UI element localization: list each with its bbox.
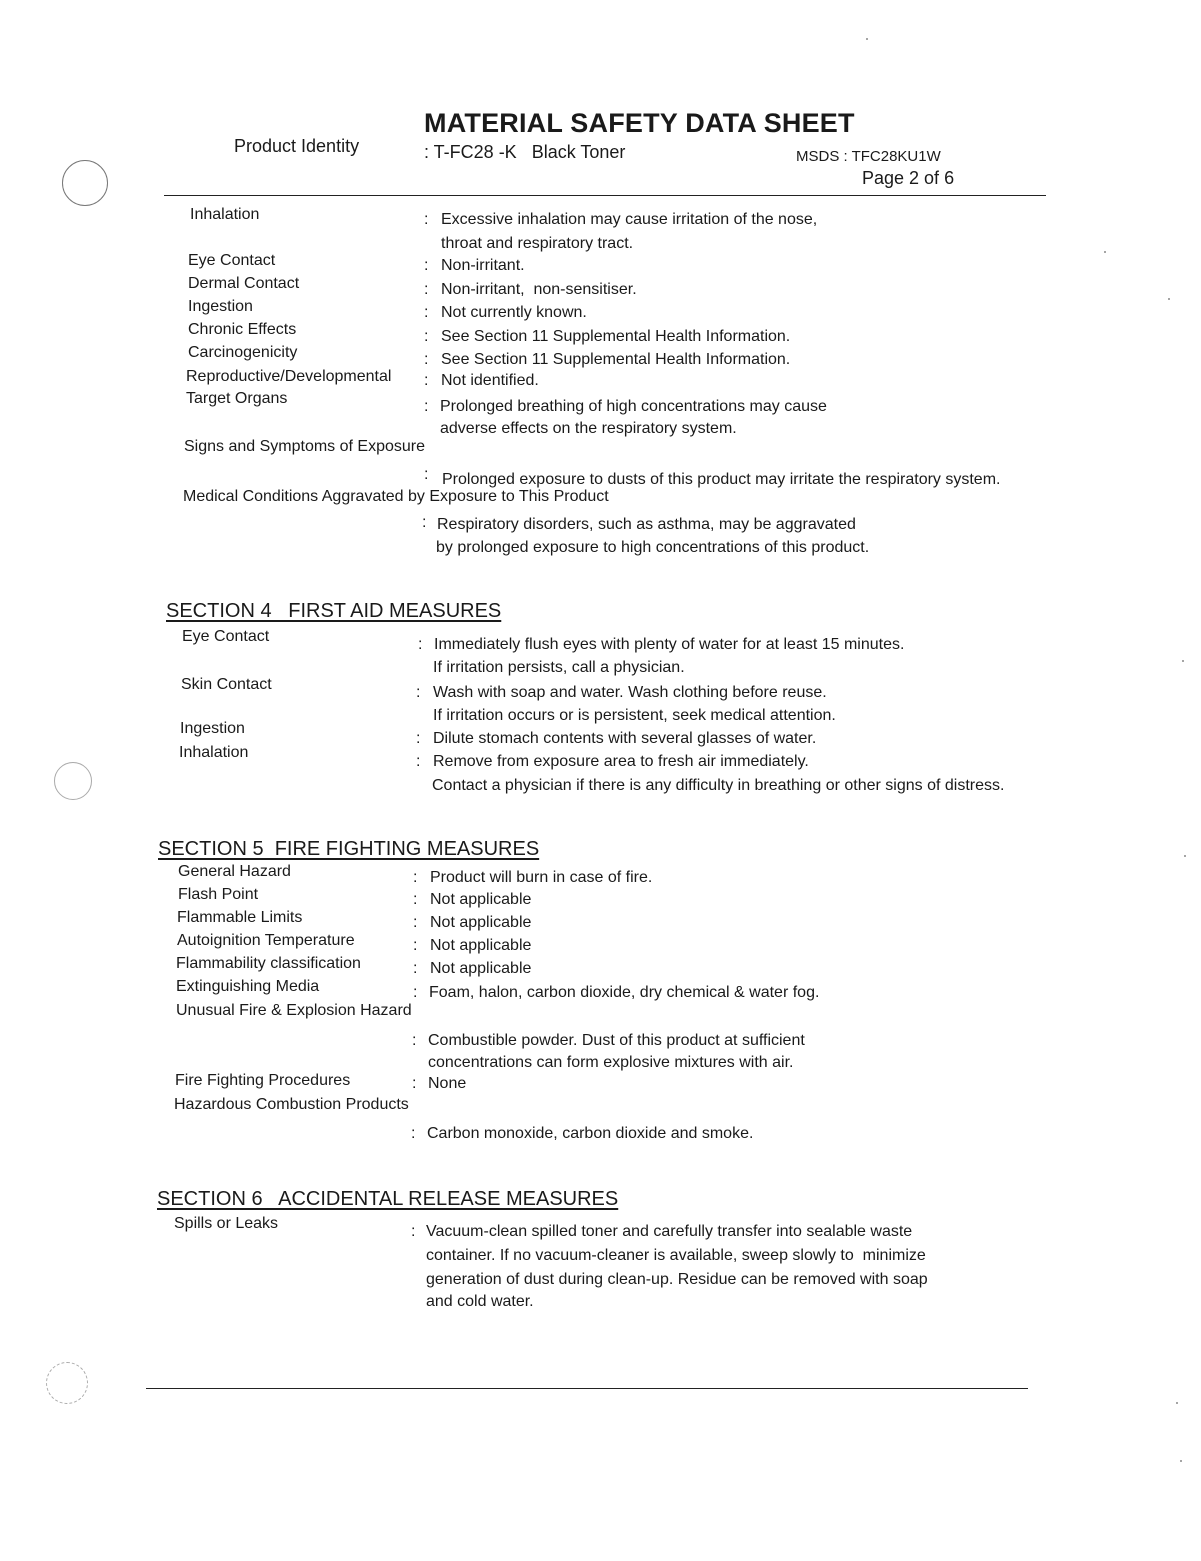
s5-label-flammability: Flammability classification bbox=[176, 955, 361, 972]
s5-value-unusual-hazard-cont: concentrations can form explosive mixtures with air. bbox=[428, 1054, 794, 1071]
scan-speck bbox=[1180, 1460, 1182, 1462]
label-carcinogenicity: Carcinogenicity bbox=[188, 344, 298, 361]
colon: : bbox=[418, 636, 423, 653]
section-4-heading: SECTION 4 FIRST AID MEASURES bbox=[166, 600, 502, 622]
label-target-organs: Target Organs bbox=[186, 390, 288, 407]
label-dermal-contact: Dermal Contact bbox=[188, 275, 300, 292]
colon: : bbox=[411, 1223, 416, 1240]
colon: : bbox=[416, 684, 421, 701]
s5-value-fire-procedures: None bbox=[428, 1075, 467, 1092]
value-target-organs-cont: adverse effects on the respiratory system. bbox=[440, 420, 737, 437]
punch-hole-top bbox=[62, 160, 108, 206]
value-inhalation: Excessive inhalation may cause irritation of the nose, bbox=[441, 211, 818, 228]
label-chronic-effects: Chronic Effects bbox=[188, 321, 297, 338]
s6-label-spills-leaks: Spills or Leaks bbox=[174, 1215, 279, 1232]
colon: : bbox=[424, 211, 429, 228]
s5-value-flammable-limits: Not applicable bbox=[430, 914, 532, 931]
s4-label-skin-contact: Skin Contact bbox=[181, 676, 272, 693]
scan-speck bbox=[1104, 251, 1106, 253]
s4-value-skin-contact: Wash with soap and water. Wash clothing before reuse. bbox=[433, 684, 827, 701]
colon: : bbox=[416, 753, 421, 770]
colon: : bbox=[424, 351, 429, 368]
product-identity-label: Product Identity bbox=[234, 136, 360, 156]
footer-rule bbox=[146, 1388, 1028, 1389]
colon: : bbox=[424, 466, 429, 483]
msds-reference: MSDS : TFC28KU1W bbox=[796, 148, 941, 165]
colon: : bbox=[424, 281, 429, 298]
s5-label-flammable-limits: Flammable Limits bbox=[177, 909, 303, 926]
value-inhalation-cont: throat and respiratory tract. bbox=[441, 235, 634, 252]
s5-label-autoignition: Autoignition Temperature bbox=[177, 932, 355, 949]
value-medical-conditions-cont: by prolonged exposure to high concentrations of this product. bbox=[436, 539, 870, 556]
s4-value-skin-contact-cont: If irritation occurs or is persistent, seek medical attention. bbox=[433, 707, 836, 724]
s6-value-line-4: and cold water. bbox=[426, 1293, 534, 1310]
s5-value-unusual-hazard: Combustible powder. Dust of this product at sufficient bbox=[428, 1032, 805, 1049]
s5-value-autoignition: Not applicable bbox=[430, 937, 532, 954]
s4-label-eye-contact: Eye Contact bbox=[182, 628, 270, 645]
colon: : bbox=[413, 984, 418, 1001]
s5-value-general-hazard: Product will burn in case of fire. bbox=[430, 869, 653, 886]
colon: : bbox=[424, 372, 429, 389]
page-number: Page 2 of 6 bbox=[862, 168, 955, 188]
s5-value-combustion-products: Carbon monoxide, carbon dioxide and smoke. bbox=[427, 1125, 754, 1142]
colon: : bbox=[412, 1075, 417, 1092]
value-carcinogenicity: See Section 11 Supplemental Health Information. bbox=[441, 351, 791, 368]
s4-value-eye-contact-cont: If irritation persists, call a physician. bbox=[433, 659, 685, 676]
s6-value-line-3: generation of dust during clean-up. Residue can be removed with soap bbox=[426, 1271, 928, 1288]
s4-value-eye-contact: Immediately flush eyes with plenty of water for at least 15 minutes. bbox=[434, 636, 905, 653]
header-rule bbox=[164, 195, 1046, 196]
s4-value-inhalation: Remove from exposure area to fresh air immediately. bbox=[433, 753, 809, 770]
s5-value-flash-point: Not applicable bbox=[430, 891, 532, 908]
s5-label-general-hazard: General Hazard bbox=[178, 863, 291, 880]
colon: : bbox=[413, 937, 418, 954]
section-5-heading: SECTION 5 FIRE FIGHTING MEASURES bbox=[158, 838, 540, 860]
s5-label-combustion-products: Hazardous Combustion Products bbox=[174, 1096, 409, 1113]
colon: : bbox=[424, 328, 429, 345]
value-signs-symptoms: Prolonged exposure to dusts of this product may irritate the respiratory system. bbox=[442, 471, 1001, 488]
label-reproductive: Reproductive/Developmental bbox=[186, 368, 392, 385]
s4-label-ingestion: Ingestion bbox=[180, 720, 245, 737]
s5-value-flammability: Not applicable bbox=[430, 960, 532, 977]
label-signs-symptoms: Signs and Symptoms of Exposure bbox=[184, 438, 426, 455]
s4-label-inhalation: Inhalation bbox=[179, 744, 249, 761]
product-identity-value: : T-FC28 -K Black Toner bbox=[424, 142, 626, 162]
section-6-heading: SECTION 6 ACCIDENTAL RELEASE MEASURES bbox=[157, 1188, 619, 1210]
colon: : bbox=[424, 398, 429, 415]
scan-speck bbox=[1176, 1402, 1178, 1404]
s6-value-line-1: Vacuum-clean spilled toner and carefully transfer into sealable waste bbox=[426, 1223, 913, 1240]
s4-value-inhalation-cont: Contact a physician if there is any difficulty in breathing or other signs of distress. bbox=[432, 777, 1005, 794]
s4-value-ingestion: Dilute stomach contents with several glasses of water. bbox=[433, 730, 817, 747]
scan-speck bbox=[1182, 660, 1184, 662]
document-title: MATERIAL SAFETY DATA SHEET bbox=[424, 108, 855, 138]
value-dermal-contact: Non-irritant, non-sensitiser. bbox=[441, 281, 637, 298]
colon: : bbox=[422, 514, 427, 531]
colon: : bbox=[411, 1125, 416, 1142]
s5-label-fire-procedures: Fire Fighting Procedures bbox=[175, 1072, 351, 1089]
scan-speck bbox=[1184, 855, 1186, 857]
label-eye-contact: Eye Contact bbox=[188, 252, 276, 269]
value-medical-conditions: Respiratory disorders, such as asthma, may be aggravated bbox=[437, 516, 856, 533]
scan-speck bbox=[866, 38, 868, 40]
s5-value-extinguishing: Foam, halon, carbon dioxide, dry chemical & water fog. bbox=[429, 984, 820, 1001]
colon: : bbox=[413, 891, 418, 908]
punch-hole-middle bbox=[54, 762, 92, 800]
colon: : bbox=[413, 960, 418, 977]
colon: : bbox=[412, 1032, 417, 1049]
punch-hole-bottom bbox=[46, 1362, 88, 1404]
colon: : bbox=[413, 869, 418, 886]
label-ingestion: Ingestion bbox=[188, 298, 253, 315]
value-chronic-effects: See Section 11 Supplemental Health Information. bbox=[441, 328, 791, 345]
s5-label-flash-point: Flash Point bbox=[178, 886, 259, 903]
scan-speck bbox=[1168, 298, 1170, 300]
s5-label-unusual-hazard: Unusual Fire & Explosion Hazard bbox=[176, 1002, 412, 1019]
value-eye-contact: Non-irritant. bbox=[441, 257, 525, 274]
colon: : bbox=[413, 914, 418, 931]
label-inhalation: Inhalation bbox=[190, 206, 260, 223]
s5-label-extinguishing: Extinguishing Media bbox=[176, 978, 320, 995]
colon: : bbox=[424, 304, 429, 321]
colon: : bbox=[424, 257, 429, 274]
colon: : bbox=[416, 730, 421, 747]
value-reproductive: Not identified. bbox=[441, 372, 539, 389]
value-ingestion: Not currently known. bbox=[441, 304, 587, 321]
s6-value-line-2: container. If no vacuum-cleaner is available, sweep slowly to minimize bbox=[426, 1247, 926, 1264]
value-target-organs: Prolonged breathing of high concentrations may cause bbox=[440, 398, 827, 415]
label-medical-conditions: Medical Conditions Aggravated by Exposure to This Product bbox=[183, 488, 609, 505]
